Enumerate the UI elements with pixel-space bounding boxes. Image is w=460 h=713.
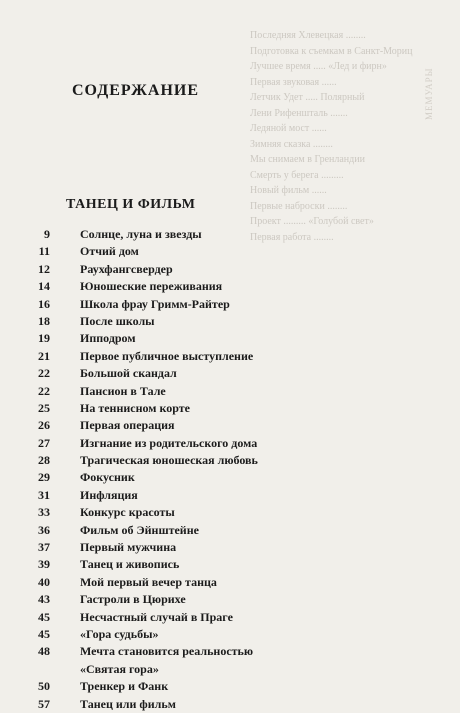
toc-entry[interactable] [0, 696, 460, 713]
toc-title: Инфляция [80, 487, 138, 502]
toc-page-number: 27 [38, 435, 50, 450]
toc-page-number: 12 [38, 261, 50, 276]
toc-page-number: 45 [38, 626, 50, 641]
toc-page-number: 48 [38, 644, 50, 659]
toc-entry[interactable] [0, 643, 460, 660]
toc-title: Фильм об Эйнштейне [80, 522, 199, 537]
toc-title: Отчий дом [80, 244, 139, 259]
toc-title: Большой скандал [80, 366, 177, 381]
toc-entry[interactable] [0, 574, 460, 591]
toc-entry[interactable] [0, 296, 460, 313]
section-heading: ТАНЕЦ И ФИЛЬМ [66, 197, 196, 212]
toc-title: Раухфангсвердер [80, 261, 173, 276]
toc-title: Первый мужчина [80, 540, 177, 555]
toc-page-number: 11 [38, 244, 50, 259]
toc-entry[interactable] [0, 556, 460, 573]
toc-page-number: 33 [38, 505, 50, 520]
toc-page-number: 57 [38, 696, 50, 711]
toc-page-number: 22 [38, 383, 50, 398]
toc-entry[interactable] [0, 243, 460, 260]
toc-page-number: 26 [38, 418, 50, 433]
toc-page-number: 29 [38, 470, 50, 485]
toc-entry[interactable] [0, 365, 460, 382]
toc-page-number: 36 [38, 522, 50, 537]
toc-entry[interactable] [0, 469, 460, 486]
toc-page-number: 31 [38, 487, 50, 502]
toc-entry[interactable] [0, 609, 460, 626]
toc-title: Школа фрау Гримм-Райтер [80, 296, 230, 311]
toc-page-number: 28 [38, 453, 50, 468]
toc-entry[interactable] [0, 452, 460, 469]
toc-entry[interactable] [0, 313, 460, 330]
toc-page-number: 37 [38, 540, 50, 555]
toc-page-number: 45 [38, 609, 50, 624]
toc-page-number: 18 [38, 313, 50, 328]
toc-entry[interactable] [0, 417, 460, 434]
toc-title: Изгнание из родительского дома [80, 435, 258, 450]
toc-entry[interactable] [0, 435, 460, 452]
toc-page-number: 19 [38, 331, 50, 346]
toc-page-number: 39 [38, 557, 50, 572]
toc-title: Первое публичное выступление [80, 348, 254, 363]
toc-title: Танец или фильм [80, 696, 176, 711]
toc-page-number: 9 [44, 227, 50, 241]
toc-page-number: 43 [38, 592, 50, 607]
toc-title: Пансион в Тале [80, 383, 166, 398]
toc-title: Мой первый вечер танца [80, 574, 217, 589]
toc-entry[interactable] [0, 261, 460, 278]
toc-page-number: 21 [38, 348, 50, 363]
toc-page-number: 14 [38, 279, 50, 294]
toc-title: Трагическая юношеская любовь [80, 453, 258, 468]
toc-page-number: 50 [38, 679, 50, 694]
toc-title: «Гора судьбы» [80, 626, 159, 641]
toc-entry[interactable] [0, 400, 460, 417]
toc-page-number: 25 [38, 400, 50, 415]
toc-title: Фокусник [80, 470, 135, 485]
toc-page-number: 16 [38, 296, 50, 311]
toc-entry[interactable] [0, 678, 460, 695]
toc-title: «Святая гора» [80, 661, 159, 676]
toc-title: Ипподром [80, 331, 136, 346]
toc-title: После школы [80, 313, 155, 328]
toc-title: Мечта становится реальностью [80, 644, 254, 659]
toc-title: Тренкер и Фанк [80, 679, 169, 694]
toc-title: Солнце, луна и звезды [80, 227, 202, 241]
toc-entry[interactable] [0, 226, 460, 243]
toc-entry[interactable] [0, 522, 460, 539]
toc-entry[interactable] [0, 487, 460, 504]
toc-page-number: 22 [38, 366, 50, 381]
toc-entry[interactable] [0, 330, 460, 347]
toc-entry[interactable] [0, 591, 460, 608]
toc-entry[interactable] [0, 661, 460, 678]
toc-title: Первая операция [80, 418, 175, 433]
contents-heading: СОДЕРЖАНИЕ [72, 82, 200, 99]
toc-entry[interactable] [0, 348, 460, 365]
bleed-through-text: Последняя Хлевецкая ........ Подготовка к съемкам в Санкт-Мориц Лучшее время ..... «Лед и фирн» Первая звуковая ...... Летчик Удет ..... Полярный Лени Рифеншталь ....... Ледяной мост ...... Зимняя сказка ........ Мы снимаем в Гренландии Смерть у берега ......... Новый фильм ...... Первые наброски ........ Проект ......... «Голубой свет» Первая работа ........ [250, 30, 413, 243]
toc-entry[interactable] [0, 278, 460, 295]
toc-title: Гастроли в Цюрихе [80, 592, 186, 607]
toc-entry[interactable] [0, 626, 460, 643]
toc-entry[interactable] [0, 539, 460, 556]
toc-title: Конкурс красоты [80, 505, 175, 520]
toc-title: На теннисном корте [80, 400, 190, 415]
toc-title: Танец и живопись [80, 557, 180, 572]
toc-page-number: 40 [38, 574, 50, 589]
bleed-through-spine: МЕМУАРЫ [424, 67, 434, 120]
table-of-contents [0, 226, 460, 713]
toc-entry[interactable] [0, 383, 460, 400]
toc-title: Несчастный случай в Праге [80, 609, 233, 624]
toc-entry[interactable] [0, 504, 460, 521]
toc-title: Юношеские переживания [80, 279, 223, 294]
